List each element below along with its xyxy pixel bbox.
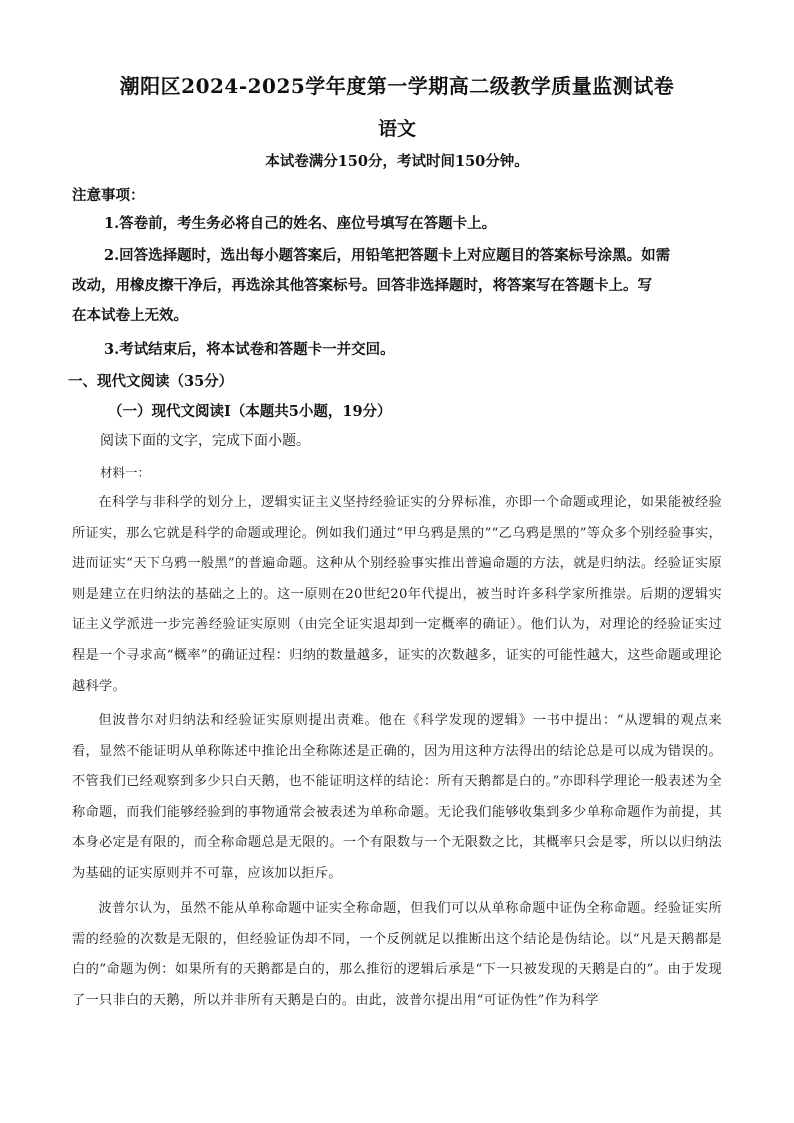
- notice-label: 注意事项：: [72, 187, 145, 204]
- notice-item-1: 1.答卷前，考生务必将自己的姓名、座位号填写在答题卡上。: [104, 215, 497, 232]
- notice-item-2-line-1: 2.回答选择题时，选出每小题答案后，用铅笔把答题卡上对应题目的答案标号涂黑。如需: [104, 247, 671, 264]
- exam-title: 潮阳区2024-2025学年度第一学期高二级教学质量监测试卷: [119, 74, 675, 98]
- paragraph-2: 但波普尔对归纳法和经验证实原则提出责难。他在《科学发现的逻辑》一书中提出：“从逻辑的观点来看，显然不能证明从单称陈述中推论出全称陈述是正确的，因为用这种方法得出的结论总是可以成为错误的。不管我们已经观察到多少只白天鹅，也不能证明这样的结论：所有天鹅都是白的。”亦即科学理论一般表述为全称命题，而我们能够经验到的事物通常会被表述为单称命题。无论我们能够收集到多少单称命题作为前提，其本身必定是有限的，而全称命题总是无限的。一个有限数与一个无限数之比，其概率只会是零，所以以归纳法为基础的证实原则并不可靠，应该加以拒斥。: [72, 713, 722, 881]
- notice-item-3: 3.考试结束后，将本试卷和答题卡一并交回。: [104, 341, 395, 358]
- notice-item-2-line-3: 在本试卷上无效。: [72, 307, 188, 324]
- exam-info: 本试卷满分150分，考试时间150分钟。: [265, 153, 529, 170]
- material-label: 材料一：: [100, 465, 151, 480]
- notice-item-2-line-2: 改动，用橡皮擦干净后，再选涂其他答案标号。回答非选择题时，将答案写在答题卡上。写: [72, 277, 652, 294]
- subject-title: 语文: [377, 118, 416, 140]
- subsection-heading: （一）现代文阅读Ⅰ（本题共5小题，19分）: [108, 403, 392, 420]
- paragraph-3: 波普尔认为，虽然不能从单称命题中证实全称命题，但我们可以从单称命题中证伪全称命题。经验证实所需的经验的次数是无限的，但经验证伪却不同，一个反例就足以推断出这个结论是伪结论。以“凡是天鹅都是白的”命题为例：如果所有的天鹅都是白的，那么推衍的逻辑后承是“下一只被发现的天鹅是白的”。由于发现了一只非白的天鹅，所以并非所有天鹅是白的。由此，波普尔提出用“可证伪性”作为科学: [72, 901, 722, 1008]
- section-heading: 一、现代文阅读（35分）: [68, 373, 234, 390]
- reading-instruction: 阅读下面的文字，完成下面小题。: [100, 433, 310, 449]
- paragraph-1: 在科学与非科学的划分上，逻辑实证主义坚持经验证实的分界标准，亦即一个命题或理论，如果能被经验所证实，那么它就是科学的命题或理论。例如我们通过“甲乌鸦是黑的”“乙乌鸦是黑的”等众多个别经验事实，进而证实“天下乌鸦一般黑”的普遍命题。这种从个别经验事实推出普遍命题的方法，就是归纳法。经验证实原则是建立在归纳法的基础之上的。这一原则在20世纪20年代提出，被当时许多科学家所推崇。后期的逻辑实证主义学派进一步完善经验证实原则（由完全证实退却到一定概率的确证）。他们认为，对理论的经验证实过程是一个寻求高“概率”的确证过程：归纳的数量越多，证实的次数越多，证实的可能性越大，这些命题或理论越科学。: [72, 495, 722, 694]
